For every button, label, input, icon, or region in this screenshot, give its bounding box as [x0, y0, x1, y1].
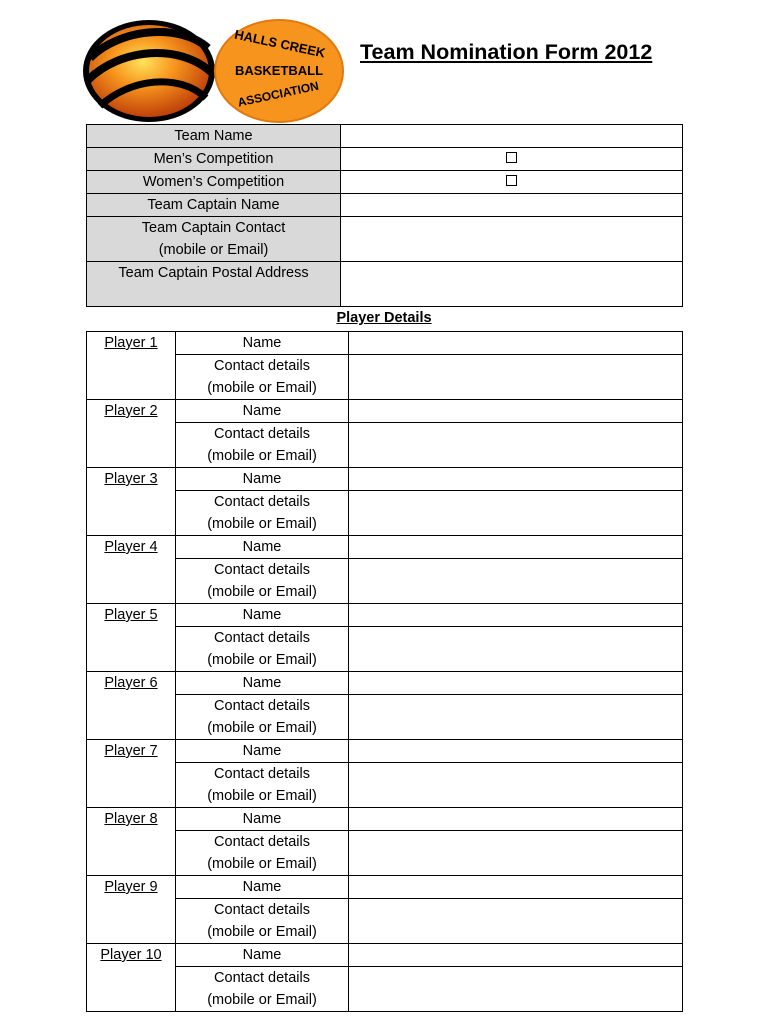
- mens-competition-label: Men’s Competition: [87, 148, 341, 171]
- player-name-row: [87, 876, 683, 899]
- player-name-field[interactable]: [349, 536, 683, 559]
- player-contact-label: [176, 491, 349, 536]
- page-title: Team Nomination Form 2012: [360, 40, 653, 64]
- player-contact-label: [176, 627, 349, 672]
- captain-contact-label: [87, 217, 341, 262]
- player-contact-row: [87, 695, 683, 740]
- player-name-row: [87, 740, 683, 763]
- womens-competition-checkbox[interactable]: [506, 175, 517, 186]
- player-name-label: Name: [176, 808, 349, 831]
- contact-line2: (mobile or Email): [207, 380, 317, 396]
- player-contact-label: [176, 423, 349, 468]
- player-details-heading: Player Details: [336, 310, 432, 326]
- player-name-row: [87, 400, 683, 423]
- player-label: Player 3: [87, 468, 176, 536]
- player-contact-label: [176, 967, 349, 1012]
- womens-competition-cell: [341, 171, 683, 194]
- contact-line1: Contact details: [214, 834, 310, 850]
- player-name-field[interactable]: [349, 672, 683, 695]
- womens-competition-label: Women’s Competition: [87, 171, 341, 194]
- contact-line2: (mobile or Email): [207, 992, 317, 1008]
- player-contact-row: [87, 423, 683, 468]
- player-contact-field[interactable]: [349, 627, 683, 672]
- player-contact-field[interactable]: [349, 899, 683, 944]
- player-name-label: Name: [176, 400, 349, 423]
- player-label: Player 6: [87, 672, 176, 740]
- player-name-field[interactable]: [349, 468, 683, 491]
- player-name-row: [87, 332, 683, 355]
- association-logo-icon: [213, 18, 345, 124]
- logo-text-top: HALLS CREEK: [233, 26, 327, 61]
- captain-contact-field[interactable]: [341, 217, 683, 262]
- contact-line1: Contact details: [214, 494, 310, 510]
- player-contact-field[interactable]: [349, 695, 683, 740]
- player-name-row: [87, 468, 683, 491]
- player-contact-row: [87, 763, 683, 808]
- contact-line1: Contact details: [214, 562, 310, 578]
- contact-line2: (mobile or Email): [207, 788, 317, 804]
- contact-line2: (mobile or Email): [207, 652, 317, 668]
- player-name-field[interactable]: [349, 400, 683, 423]
- player-contact-field[interactable]: [349, 355, 683, 400]
- player-contact-field[interactable]: [349, 967, 683, 1012]
- contact-line2: (mobile or Email): [207, 584, 317, 600]
- player-contact-label: [176, 695, 349, 740]
- player-name-field[interactable]: [349, 740, 683, 763]
- contact-line1: Contact details: [214, 766, 310, 782]
- player-name-field[interactable]: [349, 876, 683, 899]
- player-contact-label: [176, 559, 349, 604]
- team-name-label: Team Name: [87, 125, 341, 148]
- player-label: Player 7: [87, 740, 176, 808]
- logo-text-bottom: ASSOCIATION: [236, 78, 320, 110]
- player-name-label: Name: [176, 536, 349, 559]
- contact-line1: Contact details: [214, 426, 310, 442]
- player-name-row: [87, 604, 683, 627]
- player-name-row: [87, 672, 683, 695]
- player-contact-field[interactable]: [349, 763, 683, 808]
- player-contact-field[interactable]: [349, 423, 683, 468]
- captain-address-field[interactable]: [341, 262, 683, 307]
- player-name-field[interactable]: [349, 604, 683, 627]
- contact-line2: (mobile or Email): [207, 516, 317, 532]
- player-details-table: [86, 331, 683, 1012]
- player-contact-field[interactable]: [349, 559, 683, 604]
- player-name-row: [87, 536, 683, 559]
- contact-line2: (mobile or Email): [207, 856, 317, 872]
- captain-name-label: Team Captain Name: [87, 194, 341, 217]
- player-label: Player 5: [87, 604, 176, 672]
- player-contact-row: [87, 355, 683, 400]
- player-contact-label: [176, 355, 349, 400]
- player-label: Player 4: [87, 536, 176, 604]
- player-contact-label: [176, 899, 349, 944]
- contact-line1: Contact details: [214, 902, 310, 918]
- player-contact-field[interactable]: [349, 491, 683, 536]
- player-name-label: Name: [176, 944, 349, 967]
- player-contact-label: [176, 831, 349, 876]
- player-name-row: [87, 808, 683, 831]
- captain-address-label: Team Captain Postal Address: [87, 262, 341, 307]
- logo-text-middle: BASKETBALL: [234, 63, 324, 78]
- player-contact-label: [176, 763, 349, 808]
- player-name-label: Name: [176, 604, 349, 627]
- player-label: Player 10: [87, 944, 176, 1012]
- contact-line2: (mobile or Email): [207, 924, 317, 940]
- player-contact-field[interactable]: [349, 831, 683, 876]
- player-name-label: Name: [176, 876, 349, 899]
- contact-line1: Contact details: [214, 630, 310, 646]
- captain-contact-line2: (mobile or Email): [158, 242, 269, 258]
- player-name-field[interactable]: [349, 944, 683, 967]
- contact-line1: Contact details: [214, 698, 310, 714]
- player-contact-row: [87, 559, 683, 604]
- contact-line1: Contact details: [214, 970, 310, 986]
- player-name-label: Name: [176, 740, 349, 763]
- contact-line2: (mobile or Email): [207, 720, 317, 736]
- player-label: Player 2: [87, 400, 176, 468]
- player-contact-row: [87, 627, 683, 672]
- team-name-field[interactable]: [341, 125, 683, 148]
- player-label: Player 9: [87, 876, 176, 944]
- player-contact-row: [87, 491, 683, 536]
- player-label: Player 1: [87, 332, 176, 400]
- player-name-label: Name: [176, 468, 349, 491]
- player-name-label: Name: [176, 672, 349, 695]
- player-name-row: [87, 944, 683, 967]
- mens-competition-cell: [341, 148, 683, 171]
- mens-competition-checkbox[interactable]: [506, 152, 517, 163]
- basketball-logo-icon: [80, 18, 218, 124]
- player-contact-row: [87, 899, 683, 944]
- player-name-label: Name: [176, 332, 349, 355]
- captain-name-field[interactable]: [341, 194, 683, 217]
- player-name-field[interactable]: [349, 808, 683, 831]
- team-details-table: [86, 124, 683, 307]
- contact-line2: (mobile or Email): [207, 448, 317, 464]
- player-name-field[interactable]: [349, 332, 683, 355]
- player-contact-row: [87, 831, 683, 876]
- player-label: Player 8: [87, 808, 176, 876]
- player-contact-row: [87, 967, 683, 1012]
- contact-line1: Contact details: [214, 358, 310, 374]
- captain-contact-line1: Team Captain Contact: [141, 220, 286, 236]
